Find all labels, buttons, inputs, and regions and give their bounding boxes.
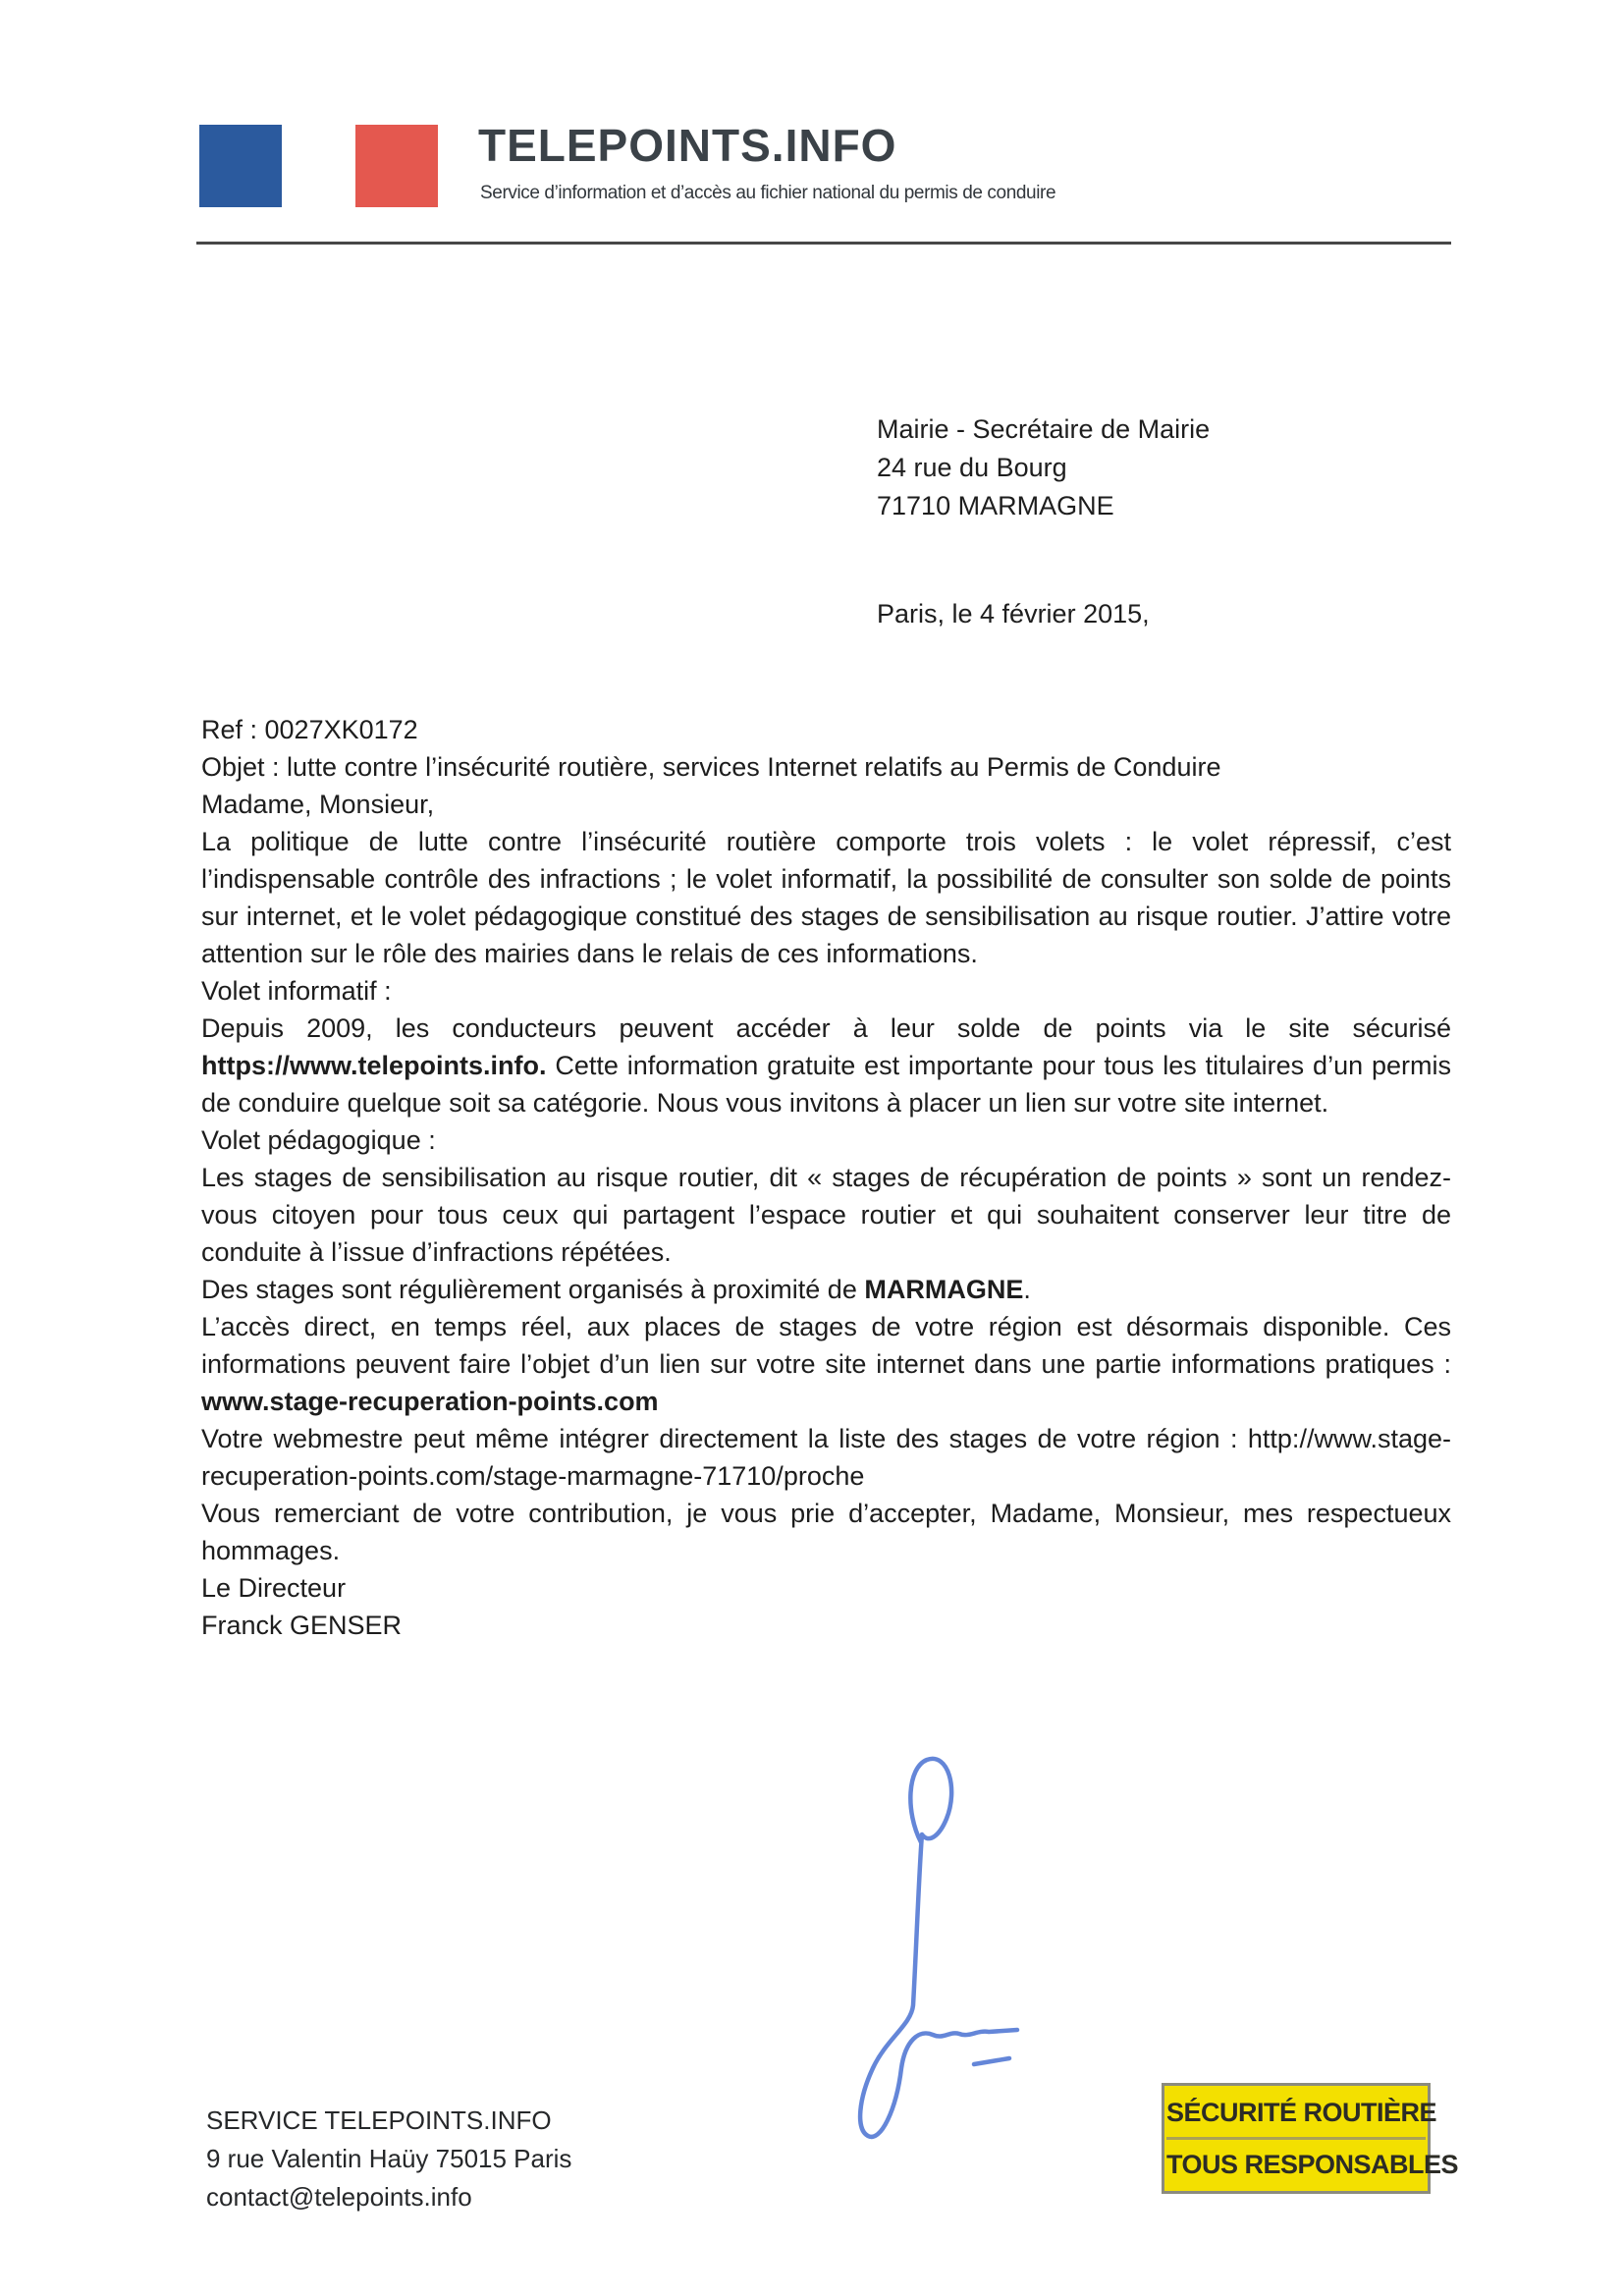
telepoints-url-text: https://www.telepoints.info. [201, 1051, 547, 1080]
salutation: Madame, Monsieur, [201, 790, 435, 819]
reference-line: Ref : 0027XK0172 [201, 715, 418, 744]
proximity-text: Des stages sont régulièrement organisés à proximité de [201, 1275, 865, 1304]
stage-recuperation-url-text: www.stage-recuperation-points.com [201, 1387, 659, 1416]
signature-underline-stroke [974, 2058, 1009, 2064]
access-paragraph [201, 1308, 1451, 1420]
brand-subtitle: Service d’information et d’accès au fichier national du permis de conduire [480, 183, 1056, 203]
footer-line: contact@telepoints.info [206, 2182, 472, 2212]
letter-body [201, 711, 1451, 1644]
subject-line: Objet : lutte contre l’insécurité routière, services Internet relatifs au Permis de Conduire [201, 752, 1221, 782]
badge-line-2: TOUS RESPONSABLES [1166, 2150, 1459, 2179]
volet-informatif-text: Cette information gratuite est importante pour tous les titulaires d’un permis de conduire quelque soit sa catégorie. Nous vous invitons à placer un lien sur votre site internet. [201, 1051, 1451, 1118]
webmaster-paragraph: Votre webmestre peut même intégrer directement la liste des stages de votre région : http://www.stage-recuperation-points.com/stage-marmagne-71710/proche [201, 1424, 1451, 1491]
stages-paragraph: Les stages de sensibilisation au risque routier, dit « stages de récupération de points » sont un rendez-vous citoyen pour tous ceux qui partagent l’espace routier et qui souhaitent conserver leur titre de conduite à l’issue d’infractions répétées. [201, 1163, 1451, 1267]
recipient-line: 71710 MARMAGNE [877, 491, 1114, 520]
footer-line: 9 rue Valentin Haüy 75015 Paris [206, 2144, 572, 2173]
proximity-paragraph [201, 1271, 1451, 1308]
volet-informatif-text: Depuis 2009, les conducteurs peuvent accéder à leur solde de points via le site sécurisé [201, 1013, 1451, 1043]
proximity-text-end: . [1023, 1275, 1031, 1304]
sender-footer [206, 2102, 571, 2216]
header-divider [196, 242, 1451, 245]
recipient-line: Mairie - Secrétaire de Mairie [877, 414, 1211, 444]
intro-paragraph: La politique de lutte contre l’insécurité routière comporte trois volets : le volet répressif, c’est l’indispensable contrôle des infractions ; le volet informatif, la possibilité de consulter son solde de points sur internet, et le volet pédagogique constitué des stages de sensibilisation au risque routier. J’attire votre attention sur le rôle des mairies dans le relais de ces informations. [201, 827, 1451, 968]
badge-line-1: SÉCURITÉ ROUTIÈRE [1166, 2088, 1426, 2140]
date-line: Paris, le 4 février 2015, [877, 599, 1150, 629]
volet-informatif-heading: Volet informatif : [201, 976, 392, 1006]
recipient-address [877, 410, 1210, 525]
signoff-name: Franck GENSER [201, 1611, 403, 1640]
french-flag-blue-block [199, 125, 282, 207]
signature-stroke [860, 1759, 1017, 2137]
access-text: L’accès direct, en temps réel, aux places de stages de votre région est désormais disponible. Ces informations peuvent faire l’objet d’un lien sur votre site internet dans une partie informations pratiques : [201, 1312, 1451, 1379]
volet-informatif-paragraph [201, 1010, 1451, 1121]
city-name-text: MARMAGNE [864, 1275, 1024, 1304]
signature-ink [805, 1738, 1041, 2160]
securite-routiere-badge [1162, 2083, 1459, 2194]
footer-line: SERVICE TELEPOINTS.INFO [206, 2105, 552, 2135]
closing-paragraph: Vous remerciant de votre contribution, je vous prie d’accepter, Madame, Monsieur, mes respectueux hommages. [201, 1499, 1451, 1565]
signoff-role: Le Directeur [201, 1573, 347, 1603]
french-flag-red-block [355, 125, 438, 207]
volet-pedagogique-heading: Volet pédagogique : [201, 1125, 436, 1155]
brand-title: TELEPOINTS.INFO [478, 120, 897, 171]
recipient-line: 24 rue du Bourg [877, 453, 1067, 482]
